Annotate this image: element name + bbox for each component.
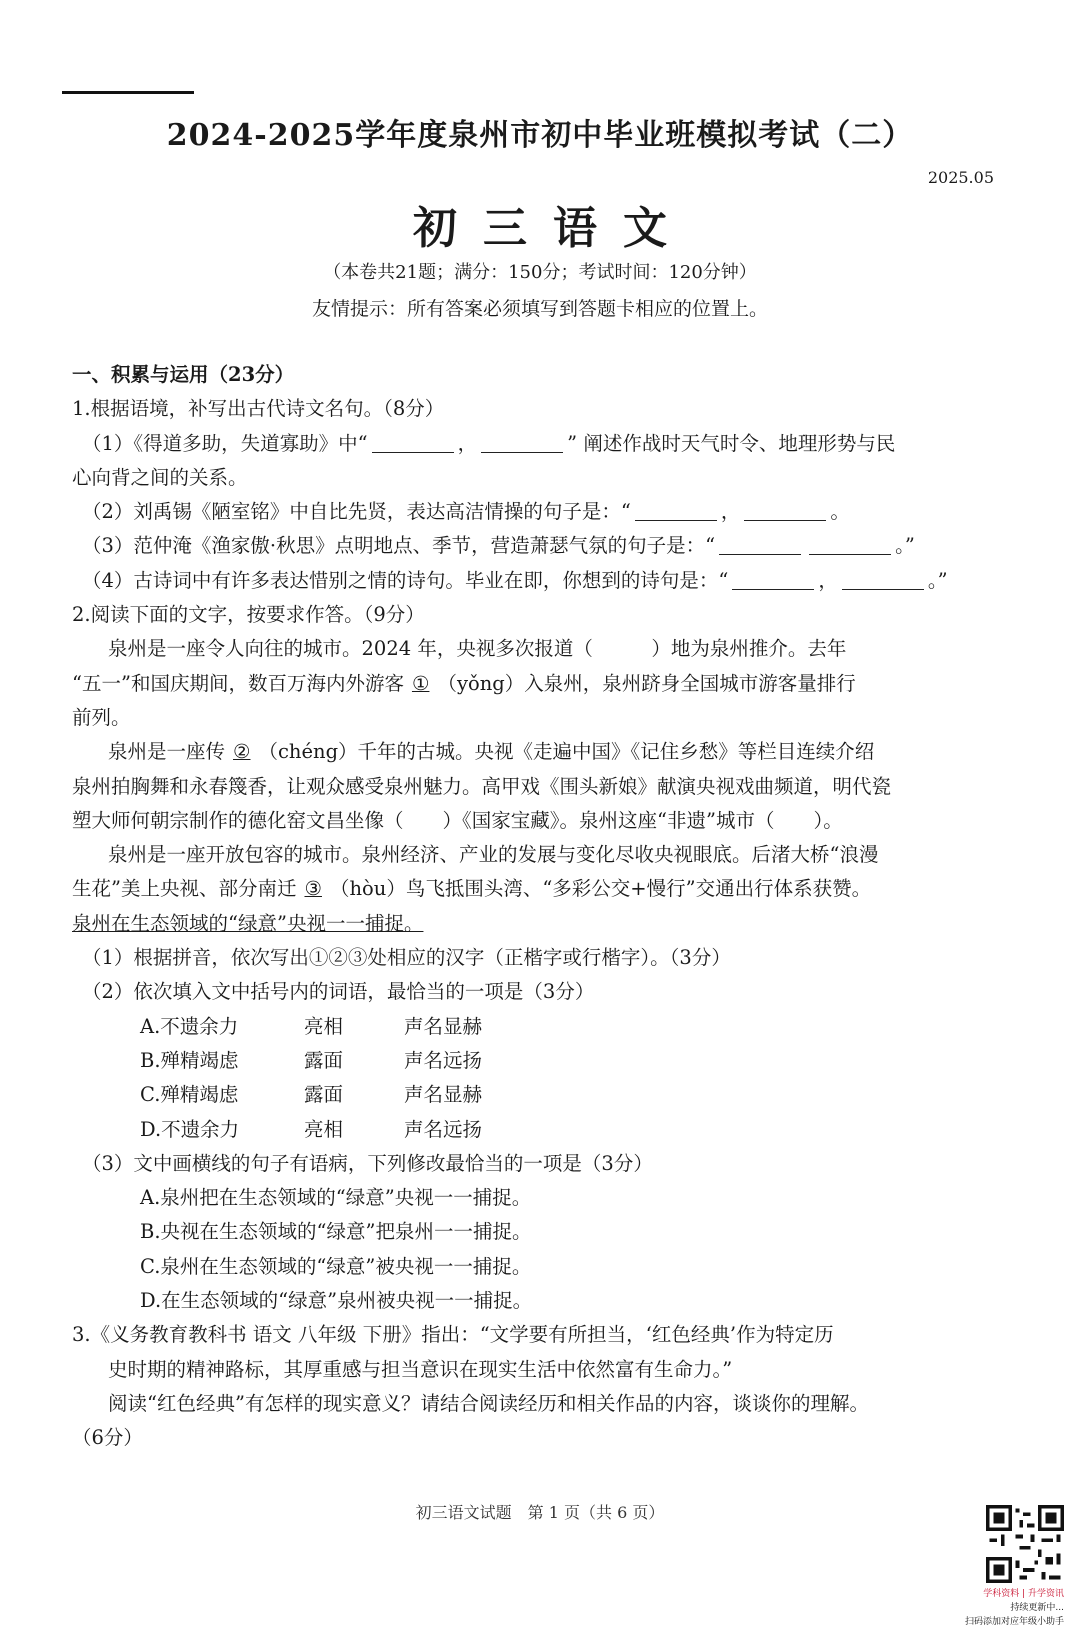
exam-title: 2024-2025学年度泉州市初中毕业班模拟考试（二） (166, 118, 914, 153)
q3-line1: 3.《义务教育教科书 语文 八年级 下册》指出：“文学要有所担当，‘红色经典’作为特定历 (72, 1323, 834, 1347)
q3-line3: 阅读“红色经典”有怎样的现实意义？请结合阅读经历和相关作品的内容，谈谈你的理解。 (108, 1391, 869, 1415)
exam-date: 2025.05 (927, 168, 994, 187)
answer-blank (744, 500, 826, 521)
answer-blank (635, 500, 717, 521)
answer-blank (732, 569, 814, 590)
q1-stem: 1.根据语境，补写出古代诗文名句。（8分） (72, 397, 445, 421)
passage-para1-line1: 泉州是一座令人向往的城市。2024 年，央视多次报道（ ）地为泉州推介。去年 (108, 637, 847, 661)
exam-meta: （本卷共21题；满分：150分；考试时间：120分钟） (323, 262, 757, 283)
passage-para3-line2: 生花”美上央视、部分南迁 ③ （hòu）鸟飞抵围头湾、“多彩公交+慢行”交通出行体系获赞。 (72, 877, 872, 901)
blank-marker-2: ② (233, 740, 251, 764)
passage-para2-line3: 塑大师何朝宗制作的德化窑文昌坐像（ ）《国家宝藏》。泉州这座“非遗”城市（ ）。 (72, 808, 843, 832)
passage-para2-line1: 泉州是一座传 ② （chéng）千年的古城。央视《走遍中国》《记住乡愁》等栏目连续介绍 (108, 740, 875, 764)
answer-blank (809, 534, 891, 555)
page-footer: 初三语文试题 第 1 页（共 6 页） (415, 1503, 665, 1522)
question-content (72, 358, 1012, 1456)
q3-line4: （6分） (72, 1426, 143, 1450)
option-row: B.殚精竭虑 露面 声名远扬 (140, 1048, 483, 1072)
qr-caption-3: 扫码添加对应年级小助手 (964, 1617, 1064, 1627)
q1-part4: （4）古诗词中有许多表达惜别之情的诗句。毕业在即，你想到的诗句是：“ ， 。” (82, 568, 948, 592)
option-row: C.泉州在生态领域的“绿意”被央视一一捕捉。 (140, 1254, 532, 1278)
option-row: A.泉州把在生态领域的“绿意”央视一一捕捉。 (140, 1186, 532, 1210)
passage-para3-line1: 泉州是一座开放包容的城市。泉州经济、产业的发展与变化尽收央视眼底。后渚大桥“浪漫 (108, 843, 879, 867)
q3-line2: 史时期的精神路标，其厚重感与担当意识在现实生活中依然富有生命力。” (108, 1357, 733, 1381)
passage-para1-line3: 前列。 (72, 705, 131, 729)
answer-blank (842, 569, 924, 590)
answer-blank (481, 432, 563, 453)
section-heading: 一、积累与运用（23分） (72, 363, 295, 386)
answer-blank (719, 534, 801, 555)
blank-marker-1: ① (411, 671, 430, 695)
option-row: C.殚精竭虑 露面 声名显赫 (140, 1083, 483, 1107)
q2-sub3: （3）文中画横线的句子有语病，下列修改最恰当的一项是（3分） (82, 1151, 653, 1175)
answer-blank (372, 432, 454, 453)
blank-marker-3: ③ (304, 877, 322, 901)
qr-caption-2: 持续更新中... (1010, 1603, 1064, 1613)
q1-part2: （2）刘禹锡《陋室铭》中自比先贤，表达高洁情操的句子是：“ ， 。 (82, 500, 850, 524)
top-rule (62, 91, 194, 94)
q1-part1-cont: 心向背之间的关系。 (72, 465, 248, 489)
passage-para1-line2: “五一”和国庆期间，数百万海内外游客 ① （yǒng）入泉州，泉州跻身全国城市游客量排行 (72, 671, 856, 695)
q1-part3: （3）范仲淹《渔家傲·秋思》点明地点、季节，营造萧瑟气氛的句子是：“ 。” (82, 534, 915, 558)
q2-stem: 2.阅读下面的文字，按要求作答。（9分） (72, 603, 425, 627)
q2-sub2: （2）依次填入文中括号内的词语，最恰当的一项是（3分） (82, 980, 595, 1004)
exam-tip: 友情提示：所有答案必须填写到答题卡相应的位置上。 (311, 298, 768, 320)
subject-title: 初三语文 (413, 203, 693, 254)
underlined-sentence: 泉州在生态领域的“绿意”央视一一捕捉。 (72, 911, 424, 935)
option-row: D.不遗余力 亮相 声名远扬 (140, 1117, 483, 1141)
q1-part1: （1）《得道多助，失道寡助》中“ ， ” 阐述作战时天气时令、地理形势与民 (82, 431, 896, 455)
option-row: D.在生态领域的“绿意”泉州被央视一一捕捉。 (140, 1289, 533, 1313)
qr-caption-1: 学科资料 | 升学资讯 (983, 1589, 1064, 1599)
passage-para2-line2: 泉州拍胸舞和永春篾香，让观众感受泉州魅力。高甲戏《围头新娘》献演央视戏曲频道，明代瓷 (72, 774, 892, 798)
qr-code (986, 1505, 1064, 1583)
passage-para3-line3 (72, 907, 1012, 941)
option-row: A.不遗余力 亮相 声名显赫 (140, 1014, 483, 1038)
q2-sub1: （1）根据拼音，依次写出①②③处相应的汉字（正楷字或行楷字）。（3分） (82, 946, 731, 970)
option-row: B.央视在生态领域的“绿意”把泉州一一捕捉。 (140, 1220, 532, 1244)
